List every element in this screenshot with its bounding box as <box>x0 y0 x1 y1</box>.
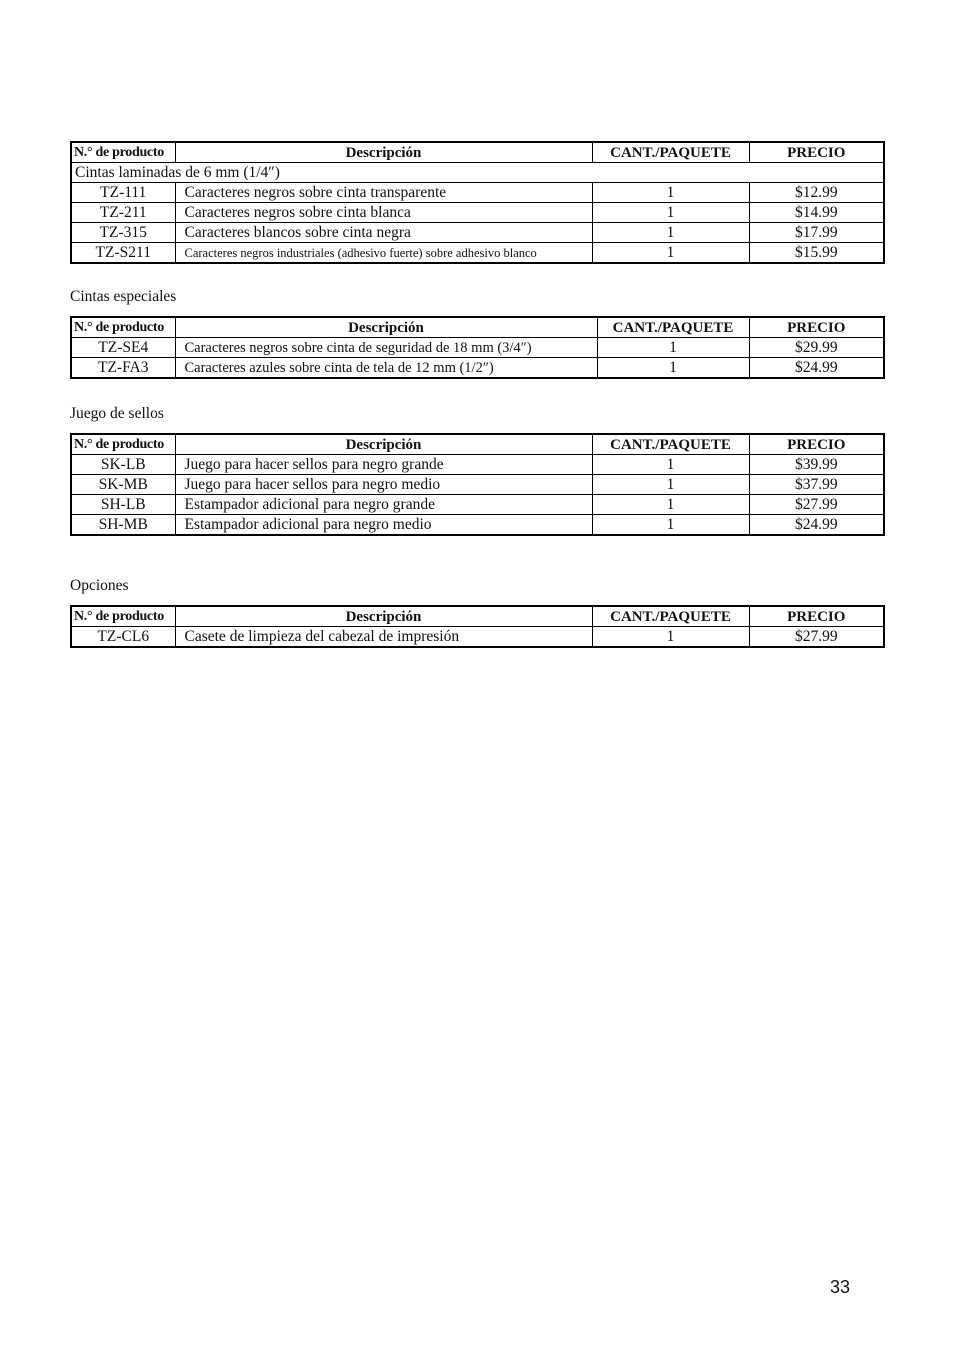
product-price: $39.99 <box>749 455 884 475</box>
section-caption-options: Opciones <box>70 577 129 594</box>
header-qty: CANT./PAQUETE <box>592 434 749 455</box>
product-price: $27.99 <box>749 495 884 515</box>
product-code: TZ-CL6 <box>71 627 175 648</box>
product-code: TZ-SE4 <box>71 338 175 358</box>
product-price: $12.99 <box>749 183 884 203</box>
group-row <box>71 163 884 183</box>
product-qty: 1 <box>597 338 749 358</box>
product-price: $17.99 <box>749 223 884 243</box>
header-code: N.° de producto <box>71 317 175 338</box>
product-description: Caracteres blancos sobre cinta negra <box>175 223 592 243</box>
header-description: Descripción <box>175 606 592 627</box>
header-qty: CANT./PAQUETE <box>592 142 749 163</box>
product-description: Juego para hacer sellos para negro grande <box>175 455 592 475</box>
header-qty: CANT./PAQUETE <box>597 317 749 338</box>
header-description: Descripción <box>175 434 592 455</box>
product-price: $27.99 <box>749 627 884 648</box>
header-description: Descripción <box>175 317 597 338</box>
table-header-row <box>71 317 884 338</box>
product-description: Caracteres negros industriales (adhesivo fuerte) sobre adhesivo blanco <box>175 243 592 264</box>
table-options <box>70 605 885 648</box>
product-price: $24.99 <box>749 358 884 379</box>
product-code: TZ-FA3 <box>71 358 175 379</box>
product-description: Caracteres negros sobre cinta blanca <box>175 203 592 223</box>
product-description: Caracteres negros sobre cinta transparente <box>175 183 592 203</box>
table-row <box>71 223 884 243</box>
page-number: 33 <box>830 1277 851 1297</box>
product-description: Caracteres azules sobre cinta de tela de 12 mm (1/2″) <box>175 358 597 379</box>
table-header-row <box>71 142 884 163</box>
product-qty: 1 <box>592 203 749 223</box>
header-qty: CANT./PAQUETE <box>592 606 749 627</box>
header-code: N.° de producto <box>71 142 175 163</box>
header-price: PRECIO <box>749 142 884 163</box>
product-description: Estampador adicional para negro medio <box>175 515 592 536</box>
product-qty: 1 <box>592 627 749 648</box>
product-code: SH-LB <box>71 495 175 515</box>
product-code: SK-MB <box>71 475 175 495</box>
product-description: Caracteres negros sobre cinta de seguridad de 18 mm (3/4″) <box>175 338 597 358</box>
table-row <box>71 338 884 358</box>
table-row <box>71 475 884 495</box>
table-row <box>71 455 884 475</box>
product-qty: 1 <box>592 475 749 495</box>
product-code: SK-LB <box>71 455 175 475</box>
product-description: Estampador adicional para negro grande <box>175 495 592 515</box>
product-qty: 1 <box>592 515 749 536</box>
product-price: $15.99 <box>749 243 884 264</box>
group-label: Cintas laminadas de 6 mm (1/4″) <box>71 163 884 183</box>
table-header-row <box>71 606 884 627</box>
section-caption-stamp-kits: Juego de sellos <box>70 405 164 422</box>
product-qty: 1 <box>592 183 749 203</box>
header-price: PRECIO <box>749 606 884 627</box>
section-caption-special-tapes: Cintas especiales <box>70 288 177 305</box>
table-row <box>71 203 884 223</box>
header-description: Descripción <box>175 142 592 163</box>
product-code: TZ-211 <box>71 203 175 223</box>
product-code: TZ-315 <box>71 223 175 243</box>
product-price: $29.99 <box>749 338 884 358</box>
product-qty: 1 <box>592 243 749 264</box>
header-price: PRECIO <box>749 434 884 455</box>
header-code: N.° de producto <box>71 606 175 627</box>
table-special-tapes <box>70 316 885 379</box>
product-code: TZ-111 <box>71 183 175 203</box>
table-row <box>71 243 884 264</box>
product-qty: 1 <box>592 223 749 243</box>
product-qty: 1 <box>592 495 749 515</box>
table-header-row <box>71 434 884 455</box>
table-row <box>71 515 884 536</box>
table-row <box>71 627 884 648</box>
product-code: TZ-S211 <box>71 243 175 264</box>
table-row <box>71 495 884 515</box>
product-description: Juego para hacer sellos para negro medio <box>175 475 592 495</box>
table-row <box>71 183 884 203</box>
header-price: PRECIO <box>749 317 884 338</box>
table-row <box>71 358 884 379</box>
product-price: $14.99 <box>749 203 884 223</box>
header-code: N.° de producto <box>71 434 175 455</box>
product-code: SH-MB <box>71 515 175 536</box>
table-laminated-tapes <box>70 141 885 264</box>
product-description: Casete de limpieza del cabezal de impresión <box>175 627 592 648</box>
product-qty: 1 <box>592 455 749 475</box>
table-stamp-kits <box>70 433 885 536</box>
product-price: $24.99 <box>749 515 884 536</box>
product-qty: 1 <box>597 358 749 379</box>
product-price: $37.99 <box>749 475 884 495</box>
